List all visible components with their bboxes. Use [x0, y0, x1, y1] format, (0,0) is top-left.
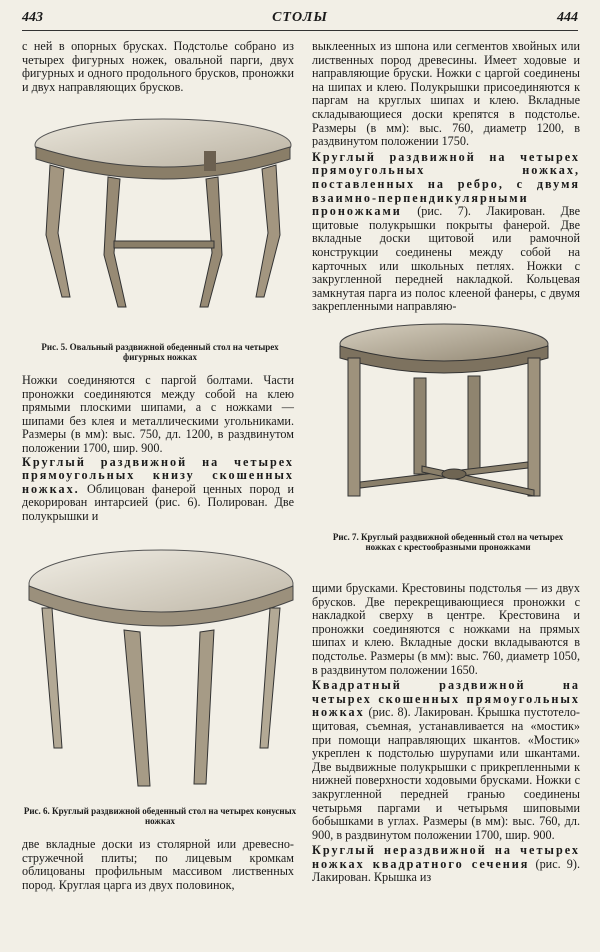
- page-number-left: 443: [22, 10, 43, 25]
- col1-paragraph-1: с ней в опорных брусках. Подстолье собрано из четырех фигурных ножек, овальной парги, двух фигурных и одного продольного брусков, проножки и двух направляющих брусков.: [22, 39, 294, 94]
- fig5-stretcher: [114, 241, 214, 248]
- col1-paragraph-3: Облицован фанерой ценных пород и декорирован интарсией (рис. 6). Полирован. Две полукрышки и: [22, 481, 295, 523]
- figure-5-caption: Рис. 5. Овальный раздвижной обеденный стол на четырех фигурных ножках: [41, 342, 279, 362]
- running-title: СТОЛЫ: [272, 10, 328, 25]
- col1-paragraph-2: Ножки соединяются с паргой болтами. Части проножки соединяются между собой на клею прямыми плоскими шипами, а с ножками — шипами без клея и металлическими угольниками. Размеры (в мм): выс. 750, дл. 1200, в раздвинутом положении 1700, шир. 900. Круглый раздвижной на четырех прямоугольных книзу скошенных ножках. Облицован фанерой ценных пород и декорирован интарсией (рис. 6). Полирован. Две полукрышки и: [22, 373, 295, 523]
- fig7-leg: [348, 358, 360, 496]
- page-number-right: 444: [557, 10, 578, 25]
- fig6-leg: [194, 630, 214, 784]
- col2-paragraph-4: (рис. 8). Лакирован. Крышка пустотело-щитовая, съемная, устанавливается на «мостик» при помощи направляющих шкантов. «Мостик» укреплен к подстолью шурупами или шкантами. Две выдвижные полукрышки с прикрепленными к нижней поверхности ходовыми брусками. Ножки с закругленной передней гранью соединены четырьмя паргами и четырьмя шиповыми бобышками в углах. Размеры (в мм): выс. 760, дл. 900, в раздвинутом положении 1700, шир. 900.: [312, 705, 580, 842]
- fig7-leg: [414, 378, 426, 474]
- fig6-leg: [124, 630, 150, 786]
- fig5-leg: [256, 165, 280, 297]
- fig6-leg: [42, 608, 62, 748]
- col1-heading-1: Круглый раздвижной на четырех прямоугольных книзу скошенных ножках.: [22, 454, 294, 496]
- col2-heading-1: Круглый раздвижной на четырех прямоугольных ножках, поставленных на ребро, с двумя взаимно-перпендикулярными проножками: [312, 149, 580, 219]
- col2-paragraph-2: (рис. 7). Лакирован. Две щитовые полукрышки покрыты фанерой. Две вкладные доски щитовой или рамочной конструкции соединены между собой на карточных или школьных петлях. Ножки с закругленной передней накладкой. Кольцевая замкнутая парга из полос клееной фанеры, с двумя закрепленными направляю-: [312, 204, 580, 314]
- figure-6-caption: Рис. 6. Круглый раздвижной обеденный стол на четырех конусных ножках: [23, 806, 297, 826]
- figure-7-caption: Рис. 7. Круглый раздвижной обеденный стол на четырех ножках с крестообразными проножками: [332, 532, 564, 552]
- col2-paragraph-1: выклеенных из шпона или сегментов хвойных или лиственных пород древесины. Имеет ходовые и направляющие бруски. Ножки с царгой соединены на шипах и клею. Полукрышки присоединяются к паргам на круглых шипах и клею. Вкладные складывающиеся доски крепятся в подстолье. Размеры (в мм): выс. 760, диаметр 1200, в раздвинутом положении 1750. Круглый раздвижной на четырех прямоугольных ножках, поставленных на ребро, с двумя взаимно-перпендикулярными проножками (рис. 7). Лакирован. Две щитовые полукрышки покрыты фанерой. Две вкладные доски щитовой или рамочной конструкции соединены между собой на карточных или школьных петлях. Ножки с закругленной передней накладкой. Кольцевая замкнутая парга из полос клееной фанеры, с двумя закрепленными направляю-: [312, 39, 580, 314]
- page-header: [22, 10, 578, 31]
- fig5-leg: [46, 165, 70, 297]
- figure-5-oval-table: [28, 115, 298, 335]
- fig6-leg: [260, 608, 280, 748]
- col1-paragraph-4: две вкладные доски из столярной или древесно-стружечной плиты; по лицевым кромкам облицованы профильным массивом лиственных пород. Круглая царга из двух половинок,: [22, 837, 294, 892]
- col2-heading-3: Круглый нераздвижной на четырех ножках квадратного сечения: [312, 843, 580, 871]
- col2-heading-2: Квадратный раздвижной на четырех скошенных прямоугольных ножках: [312, 678, 580, 720]
- fig7-center-plate: [442, 469, 466, 479]
- fig7-leg: [468, 376, 480, 472]
- col2-paragraph-3: щими брусками. Крестовины подстолья — из двух брусков. Две перекрещивающиеся проножки с накладкой сверху в центре. Крестовина и проножки соединяются с ножками на прямых шипах и клею. Вкладные доски вкладываются в подстолье. Размеры (в мм): выс. 760, диаметр 1050, в раздвинутом положении 1650. Квадратный раздвижной на четырех скошенных прямоугольных ножках (рис. 8). Лакирован. Крышка пустотело-щитовая, съемная, устанавливается на «мостик» при помощи направляющих шкантов. «Мостик» укреплен к подстолью шурупами или шкантами. Две выдвижные полукрышки с прикрепленными к нижней поверхности ходовыми брусками. Ножки с закругленной передней гранью соединены четырьмя паргами и четырьмя шиповыми бобышками в углах. Размеры (в мм): выс. 760, дл. 900, в раздвинутом положении 1700, шир. 900. Круглый нераздвижной на четырех ножках квадратного сечения (рис. 9). Лакирован. Крышка из: [312, 581, 580, 885]
- figure-7-round-table: [334, 322, 554, 522]
- figure-6-round-table: [24, 548, 298, 798]
- col2-paragraph-5: (рис. 9). Лакирован. Крышка из: [312, 856, 580, 885]
- fig7-leg: [528, 358, 540, 496]
- fig5-carving: [204, 151, 216, 171]
